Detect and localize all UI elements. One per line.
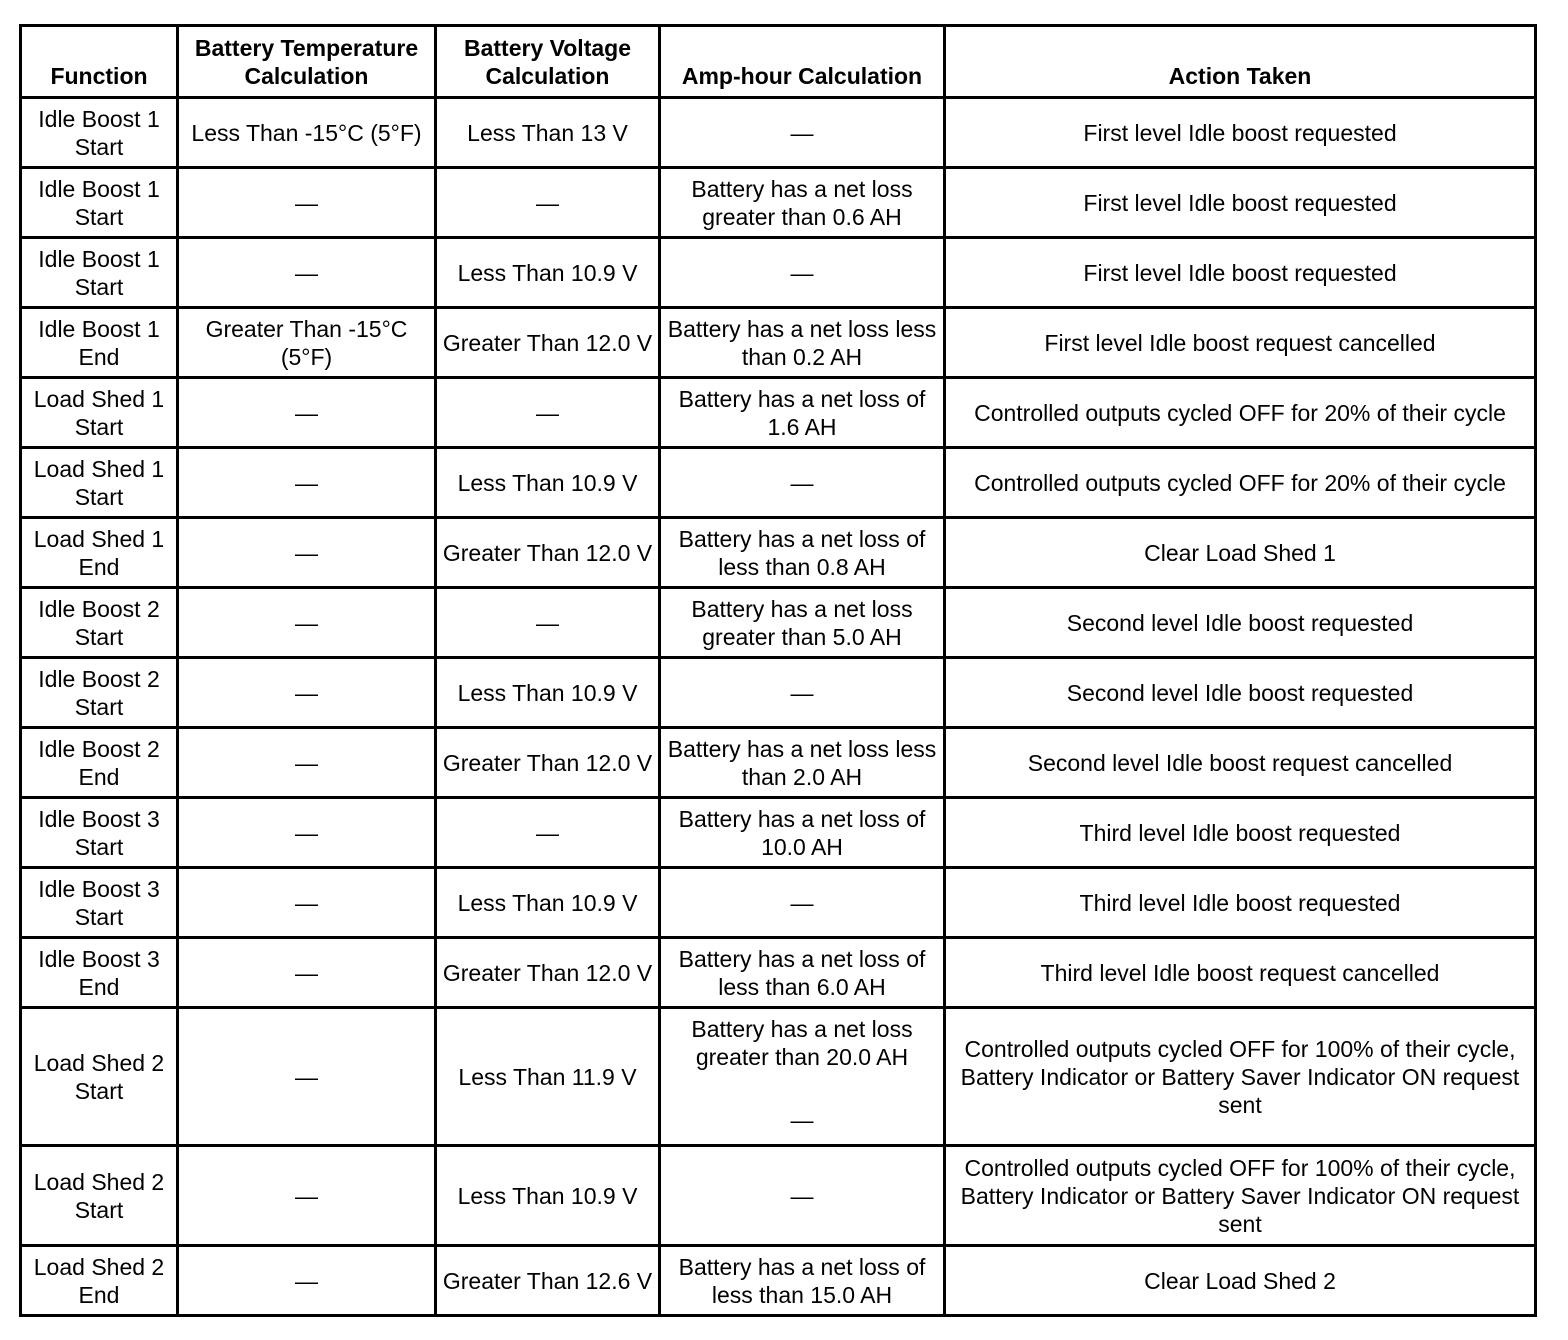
cell-function: Idle Boost 2 Start: [21, 658, 178, 728]
table-row: [21, 308, 1536, 378]
table-row: [21, 658, 1536, 728]
cell-temperature: —: [178, 168, 436, 238]
cell-action: Second level Idle boost requested: [945, 658, 1536, 728]
table-row: [21, 868, 1536, 938]
cell-action: Controlled outputs cycled OFF for 100% of their cycle, Battery Indicator or Battery Saver Indicator ON request sent: [945, 1146, 1536, 1246]
cell-temperature: —: [178, 518, 436, 588]
cell-amphour: —: [660, 238, 945, 308]
cell-amphour: Battery has a net loss of 10.0 AH: [660, 798, 945, 868]
cell-voltage: —: [436, 798, 660, 868]
cell-function: Idle Boost 1 Start: [21, 98, 178, 168]
battery-function-table: [19, 24, 1537, 1317]
table-row: [21, 1008, 1536, 1146]
cell-temperature: —: [178, 1146, 436, 1246]
table-row: [21, 168, 1536, 238]
cell-voltage: Greater Than 12.0 V: [436, 938, 660, 1008]
cell-voltage: —: [436, 378, 660, 448]
cell-action: First level Idle boost request cancelled: [945, 308, 1536, 378]
cell-amphour: —: [660, 658, 945, 728]
cell-voltage: Less Than 10.9 V: [436, 1146, 660, 1246]
table-row: [21, 798, 1536, 868]
cell-function: Load Shed 2 End: [21, 1246, 178, 1316]
cell-temperature: —: [178, 728, 436, 798]
cell-temperature: —: [178, 238, 436, 308]
cell-function: Idle Boost 1 Start: [21, 168, 178, 238]
cell-function: Idle Boost 2 Start: [21, 588, 178, 658]
cell-function: Load Shed 1 Start: [21, 378, 178, 448]
cell-action: Third level Idle boost request cancelled: [945, 938, 1536, 1008]
header-action: Action Taken: [945, 26, 1536, 98]
table-row: [21, 378, 1536, 448]
cell-amphour: Battery has a net loss greater than 0.6 AH: [660, 168, 945, 238]
table-row: [21, 98, 1536, 168]
header-voltage: Battery Voltage Calculation: [436, 26, 660, 98]
cell-function: Idle Boost 1 Start: [21, 238, 178, 308]
cell-amphour: —: [660, 448, 945, 518]
header-function: Function: [21, 26, 178, 98]
cell-amphour: —: [660, 1146, 945, 1246]
table-row: [21, 448, 1536, 518]
cell-amphour: Battery has a net loss of less than 0.8 AH: [660, 518, 945, 588]
cell-action: First level Idle boost requested: [945, 168, 1536, 238]
cell-function: Load Shed 2 Start: [21, 1146, 178, 1246]
cell-amphour: Battery has a net loss less than 0.2 AH: [660, 308, 945, 378]
cell-function: Idle Boost 3 End: [21, 938, 178, 1008]
table-row: [21, 1246, 1536, 1316]
cell-action: Clear Load Shed 1: [945, 518, 1536, 588]
cell-temperature: —: [178, 378, 436, 448]
cell-action: First level Idle boost requested: [945, 238, 1536, 308]
cell-temperature: —: [178, 658, 436, 728]
cell-amphour: —: [660, 98, 945, 168]
cell-voltage: —: [436, 588, 660, 658]
table-header-row: [21, 26, 1536, 98]
cell-amphour: Battery has a net loss of 1.6 AH: [660, 378, 945, 448]
cell-amphour: —: [660, 868, 945, 938]
table-row: [21, 728, 1536, 798]
cell-action: Clear Load Shed 2: [945, 1246, 1536, 1316]
table-row: [21, 238, 1536, 308]
table-row: [21, 938, 1536, 1008]
cell-function: Idle Boost 2 End: [21, 728, 178, 798]
cell-temperature: Greater Than -15°C (5°F): [178, 308, 436, 378]
table-row: [21, 1146, 1536, 1246]
table-row: [21, 588, 1536, 658]
cell-amphour-text: Battery has a net loss greater than 20.0 AH: [691, 1016, 913, 1070]
cell-function: Idle Boost 3 Start: [21, 798, 178, 868]
cell-temperature: —: [178, 1246, 436, 1316]
cell-voltage: Less Than 13 V: [436, 98, 660, 168]
cell-voltage: Less Than 10.9 V: [436, 238, 660, 308]
cell-voltage: Greater Than 12.0 V: [436, 728, 660, 798]
cell-voltage: Less Than 10.9 V: [436, 448, 660, 518]
cell-action: Second level Idle boost request cancelled: [945, 728, 1536, 798]
cell-temperature: Less Than -15°C (5°F): [178, 98, 436, 168]
cell-amphour: Battery has a net loss of less than 15.0 AH: [660, 1246, 945, 1316]
cell-temperature: —: [178, 1008, 436, 1146]
cell-voltage: —: [436, 168, 660, 238]
header-amphour: Amp-hour Calculation: [660, 26, 945, 98]
cell-function: Load Shed 1 Start: [21, 448, 178, 518]
cell-action: Second level Idle boost requested: [945, 588, 1536, 658]
cell-action: First level Idle boost requested: [945, 98, 1536, 168]
cell-voltage: Greater Than 12.0 V: [436, 308, 660, 378]
cell-temperature: —: [178, 588, 436, 658]
cell-function: Load Shed 2 Start: [21, 1008, 178, 1146]
cell-amphour-extra: —: [790, 1107, 814, 1133]
cell-temperature: —: [178, 938, 436, 1008]
cell-voltage: Less Than 10.9 V: [436, 868, 660, 938]
cell-function: Idle Boost 1 End: [21, 308, 178, 378]
cell-voltage: Greater Than 12.6 V: [436, 1246, 660, 1316]
cell-action: Controlled outputs cycled OFF for 20% of their cycle: [945, 378, 1536, 448]
cell-voltage: Less Than 10.9 V: [436, 658, 660, 728]
cell-action: Controlled outputs cycled OFF for 100% of their cycle, Battery Indicator or Battery Saver Indicator ON request sent: [945, 1008, 1536, 1146]
header-temperature: Battery Temperature Calculation: [178, 26, 436, 98]
cell-amphour: [660, 1008, 945, 1146]
cell-temperature: —: [178, 448, 436, 518]
cell-amphour: Battery has a net loss greater than 5.0 AH: [660, 588, 945, 658]
cell-amphour: Battery has a net loss less than 2.0 AH: [660, 728, 945, 798]
cell-voltage: Greater Than 12.0 V: [436, 518, 660, 588]
cell-voltage: Less Than 11.9 V: [436, 1008, 660, 1146]
cell-amphour: Battery has a net loss of less than 6.0 AH: [660, 938, 945, 1008]
cell-temperature: —: [178, 868, 436, 938]
cell-action: Third level Idle boost requested: [945, 798, 1536, 868]
cell-function: Load Shed 1 End: [21, 518, 178, 588]
table-row: [21, 518, 1536, 588]
cell-action: Controlled outputs cycled OFF for 20% of their cycle: [945, 448, 1536, 518]
cell-action: Third level Idle boost requested: [945, 868, 1536, 938]
cell-function: Idle Boost 3 Start: [21, 868, 178, 938]
cell-temperature: —: [178, 798, 436, 868]
